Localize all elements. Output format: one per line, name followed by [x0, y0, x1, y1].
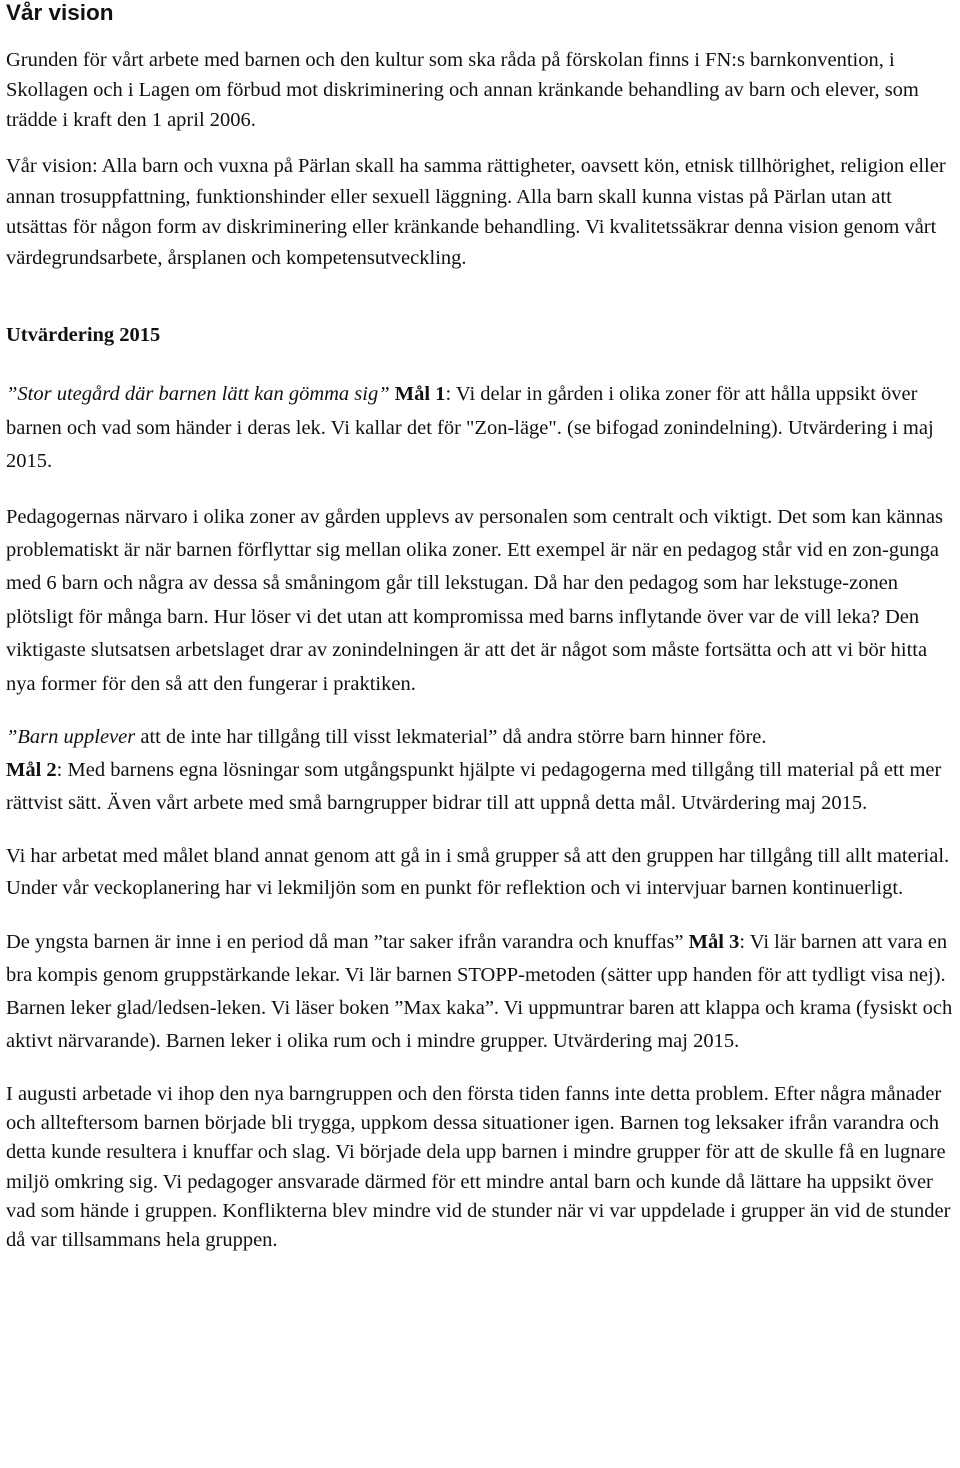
- document-page: [6, 0, 958, 1255]
- goal3-intro: De yngsta barnen är inne i en period då man ”tar saker ifrån varandra och knuffas”: [6, 930, 689, 953]
- goal1-evaluation-paragraph: Pedagogernas närvaro i olika zoner av gården upplevs av personalen som centralt och viktigt. Det som kan kännas problematiskt är när barnen förflyttar sig mellan olika zoner. Ett exempel är när en pedagog står vid en zon-gunga med 6 barn och några av dessa så småningom går till lekstugan. Då har den pedagog som har lekstuge-zonen plötsligt för många barn. Hur löser vi det utan att kompromissa med barns inflytande över var de vill leka? Den viktigaste slutsatsen arbetslaget drar av zonindelningen är att det är något som måste fortsätta och att vi bör hitta nya former för den så att den fungerar i praktiken.: [6, 505, 944, 695]
- goal1-text: : Vi delar in gården i olika zoner för att hålla uppsikt över barnen och vad som händer i deras lek. Vi kallar det för "Zon-läge". (se bifogad zonindelning). Utvärdering i maj 2015.: [6, 383, 934, 472]
- goal2-text: : Med barnens egna lösningar som utgångspunkt hjälpte vi pedagogerna med tillgång till material på ett mer rättvist sätt. Även vårt arbete med små barngrupper bidrar till att uppnå detta mål. Utvärdering maj 2015.: [6, 758, 942, 814]
- page-heading: Vår vision: [6, 0, 114, 25]
- goal1-paragraph: [6, 378, 958, 479]
- intro-paragraph: Grunden för vårt arbete med barnen och den kultur som ska råda på förskolan finns i FN:s barnkonvention, i Skollagen och i Lagen om förbud mot diskriminering och annan kränkande behandling av barn och elever, som trädde i kraft den 1 april 2006.: [6, 49, 919, 131]
- goal3-evaluation-paragraph: I augusti arbetade vi ihop den nya barngruppen och den första tiden fanns inte detta problem. Efter några månader och allteftersom barnen började bli trygga, uppkom dessa situationer igen. Barnen tog leksaker ifrån varandra och detta kunde resultera i knuffar och slag. Vi började dela upp barnen i mindre grupper för att de skulle få en lugnare miljö omkring sig. Vi pedagoger ansvarade därmed för ett mindre antal barn och kunde då lättare ha uppsikt över vad som hände i gruppen. Konflikterna blev mindre vid de stunder när vi var uppdelade i grupper än vid de stunder då var tillsammans hela gruppen.: [6, 1082, 951, 1251]
- evaluation-heading: Utvärdering 2015: [6, 324, 161, 346]
- goal3-label: Mål 3: [688, 930, 740, 953]
- vision-paragraph: Vår vision: Alla barn och vuxna på Pärlan skall ha samma rättigheter, oavsett kön, etnisk tillhörighet, religion eller annan trosuppfattning, funktionshinder eller sexuell läggning. Alla barn skall kunna vistas på Pärlan utan att utsättas för någon form av diskriminering eller kränkande behandling. Vi kvalitetssäkrar denna vision genom vårt värdegrundsarbete, årsplanen och kompetensutveckling.: [6, 155, 946, 269]
- goal1-label: Mål 1: [394, 383, 446, 405]
- goal2-quote-rest: att de inte har tillgång till visst lekmaterial” då andra större barn hinner före.: [135, 725, 767, 748]
- goal2-label: Mål 2: [6, 758, 57, 781]
- goal1-quote: ”Stor utegård där barnen lätt kan gömma sig”: [6, 383, 390, 405]
- goal3-text: : Vi lär barnen att vara en bra kompis genom gruppstärkande lekar. Vi lär barnen STOPP-metoden (sätter upp handen för att tydligt visa nej). Barnen leker glad/ledsen-leken. Vi läser boken ”Max kaka”. Vi uppmuntrar baren att klappa och krama (fysiskt och aktivt närvarande). Barnen leker i olika rum och i mindre grupper. Utvärdering maj 2015.: [6, 930, 953, 1052]
- goal2-evaluation-paragraph: Vi har arbetat med målet bland annat genom att gå in i små grupper så att den gruppen har tillgång till allt material. Under vår veckoplanering har vi lekmiljön som en punkt för reflektion och vi intervjuar barnen kontinuerligt.: [6, 844, 950, 900]
- goal2-quote: ”Barn upplever: [6, 725, 136, 748]
- goal2-paragraph: [6, 721, 958, 820]
- goal3-paragraph: [6, 926, 958, 1058]
